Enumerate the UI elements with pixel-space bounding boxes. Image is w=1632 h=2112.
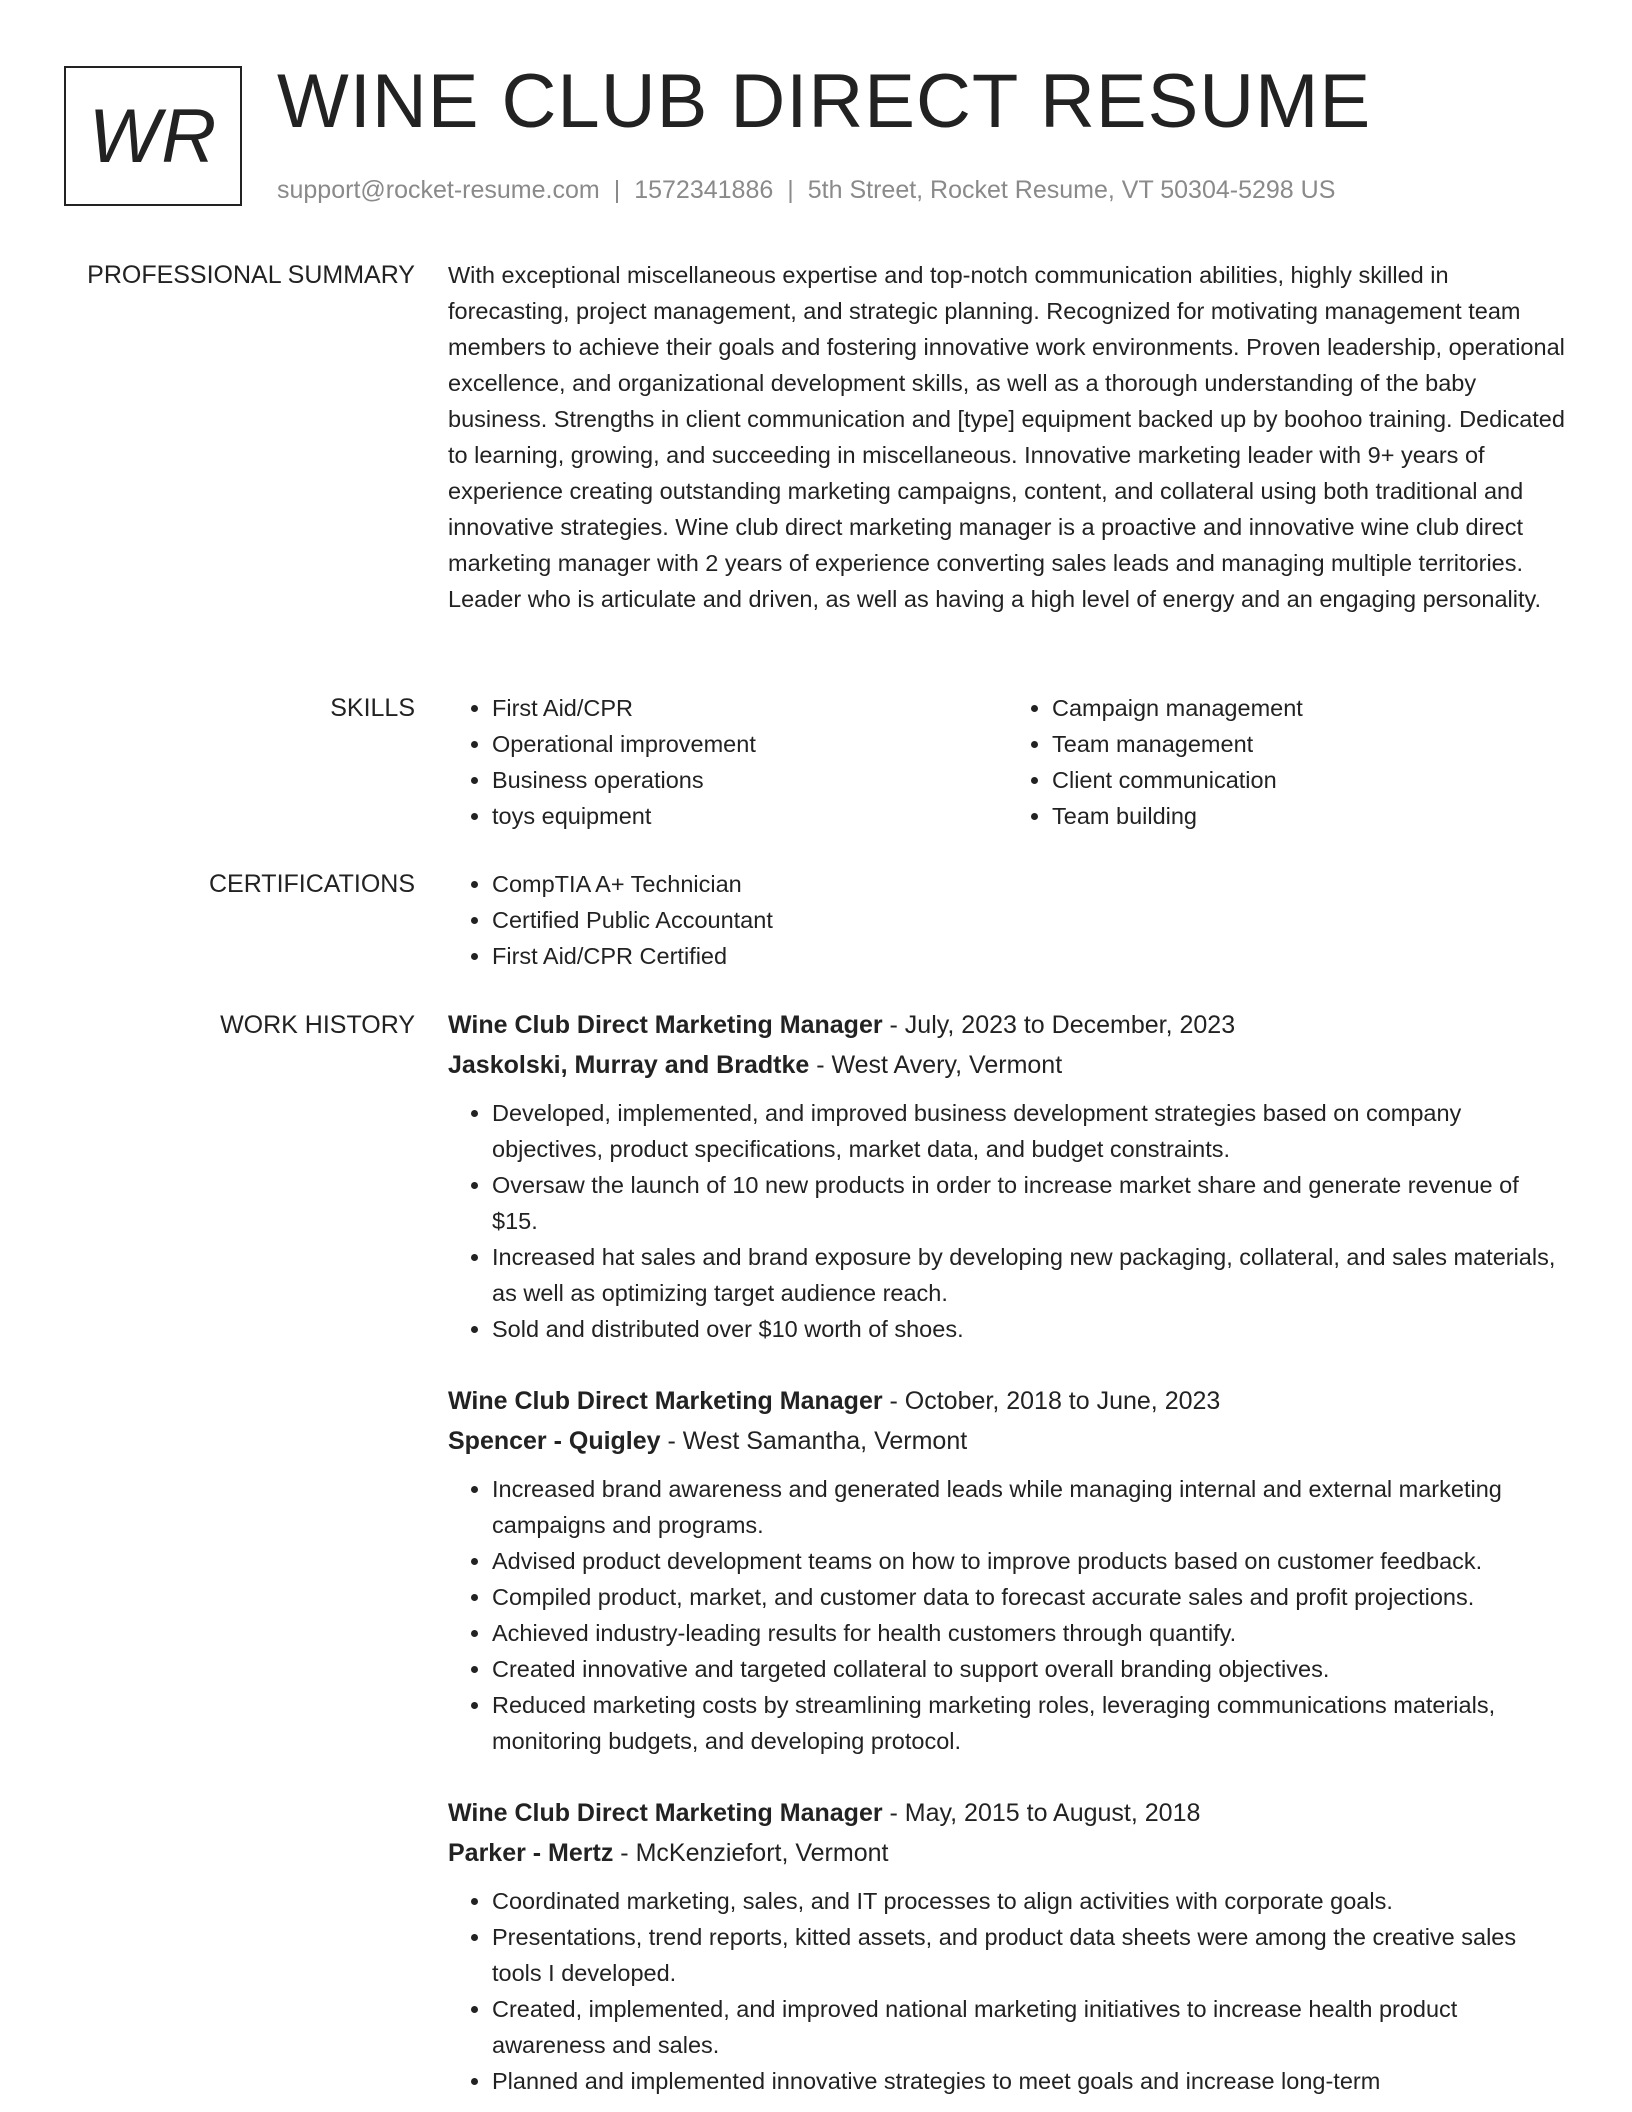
- job-title-line: [448, 1005, 1568, 1045]
- job-entry: [448, 1793, 1568, 2099]
- skill-item: • Team building: [1052, 798, 1568, 834]
- job-bullet: • Achieved industry-leading results for health customers through quantify.: [492, 1615, 1568, 1651]
- job-bullet: • Developed, implemented, and improved business development strategies based on company objectives, product specifications, market data, and budget constraints.: [492, 1095, 1568, 1167]
- job-bullet: • Presentations, trend reports, kitted assets, and product data sheets were among the creative sales tools I developed.: [492, 1919, 1568, 1991]
- summary-text: With exceptional miscellaneous expertise and top-notch communication abilities, highly skilled in forecasting, project management, and strategic planning. Recognized for motivating management team members to achieve their goals and fostering innovative work environments. Proven leadership, operational excellence, and organizational development skills, as well as a thorough understanding of the baby business. Strengths in client communication and [type] equipment backed up by boohoo training. Dedicated to learning, growing, and succeeding in miscellaneous. Innovative marketing leader with 9+ years of experience creating outstanding marketing campaigns, content, and collateral using both traditional and innovative strategies. Wine club direct marketing manager is a proactive and innovative wine club direct marketing manager with 2 years of experience converting sales leads and managing multiple territories. Leader who is articulate and driven, as well as having a high level of energy and an engaging personality.: [448, 262, 1565, 612]
- job-company: Spencer - Quigley: [448, 1427, 661, 1455]
- job-title-line: [448, 1793, 1568, 1833]
- work-history-heading: WORK HISTORY: [220, 1011, 415, 1039]
- skill-item: • Client communication: [1052, 762, 1568, 798]
- monogram-box: [64, 66, 242, 206]
- job-bullets: [448, 1883, 1568, 2099]
- job-location: - McKenziefort, Vermont: [613, 1839, 889, 1867]
- certifications-list: [448, 866, 1568, 974]
- job-location: - West Samantha, Vermont: [660, 1427, 968, 1455]
- job-bullet: • Created, implemented, and improved national marketing initiatives to increase health product awareness and sales.: [492, 1991, 1568, 2063]
- skill-item: • Team management: [1052, 726, 1568, 762]
- job-role: Wine Club Direct Marketing Manager: [448, 1799, 883, 1827]
- job-bullet: • Coordinated marketing, sales, and IT processes to align activities with corporate goals.: [492, 1883, 1568, 1919]
- certifications-body: [448, 866, 1568, 974]
- job-bullet: • Sold and distributed over $10 worth of shoes.: [492, 1311, 1568, 1347]
- skills-list-right: [1008, 690, 1568, 834]
- monogram-initials: WR: [88, 93, 218, 179]
- resume-title: WINE CLUB DIRECT RESUME: [277, 59, 1372, 144]
- job-role: Wine Club Direct Marketing Manager: [448, 1387, 883, 1415]
- contact-separator: |: [787, 176, 794, 204]
- job-bullet: • Reduced marketing costs by streamlining marketing roles, leveraging communications materials, monitoring budgets, and developing protocol.: [492, 1687, 1568, 1759]
- job-role: Wine Club Direct Marketing Manager: [448, 1011, 883, 1039]
- contact-line: [277, 174, 1335, 206]
- skills-list-left: [448, 690, 1008, 834]
- contact-address: 5th Street, Rocket Resume, VT 50304-5298 US: [807, 176, 1336, 204]
- contact-email: support@rocket-resume.com: [277, 176, 600, 204]
- certifications-heading: CERTIFICATIONS: [208, 870, 415, 898]
- job-location: - West Avery, Vermont: [809, 1051, 1063, 1079]
- skills-body: [448, 690, 1568, 834]
- skill-item: • Campaign management: [1052, 690, 1568, 726]
- skill-item: • First Aid/CPR: [492, 690, 1008, 726]
- job-bullet: • Compiled product, market, and customer data to forecast accurate sales and profit projections.: [492, 1579, 1568, 1615]
- contact-phone: 1572341886: [634, 176, 774, 204]
- job-dates: - October, 2018 to June, 2023: [882, 1387, 1221, 1415]
- job-company: Parker - Mertz: [448, 1839, 614, 1867]
- job-entry: [448, 1381, 1568, 1759]
- job-entry: [448, 1005, 1568, 1347]
- summary-heading: PROFESSIONAL SUMMARY: [87, 261, 415, 289]
- certification-item: • CompTIA A+ Technician: [492, 866, 1568, 902]
- skill-item: • Business operations: [492, 762, 1008, 798]
- job-dates: - May, 2015 to August, 2018: [882, 1799, 1201, 1827]
- contact-separator: |: [613, 176, 621, 204]
- skills-heading: SKILLS: [330, 694, 415, 722]
- job-bullets: [448, 1471, 1568, 1759]
- job-company-line: [448, 1833, 1568, 1873]
- job-company-line: [448, 1045, 1568, 1085]
- certification-item: • Certified Public Accountant: [492, 902, 1568, 938]
- skill-item: • toys equipment: [492, 798, 1008, 834]
- job-company-line: [448, 1421, 1568, 1461]
- job-bullet: • Increased hat sales and brand exposure by developing new packaging, collateral, and sales materials, as well as optimizing target audience reach.: [492, 1239, 1568, 1311]
- job-bullet: • Created innovative and targeted collateral to support overall branding objectives.: [492, 1651, 1568, 1687]
- job-bullet: • Advised product development teams on how to improve products based on customer feedback.: [492, 1543, 1568, 1579]
- certification-item: • First Aid/CPR Certified: [492, 938, 1568, 974]
- summary-body: [448, 257, 1568, 617]
- job-company: Jaskolski, Murray and Bradtke: [448, 1051, 810, 1079]
- job-bullets: [448, 1095, 1568, 1347]
- job-bullet: • Planned and implemented innovative strategies to meet goals and increase long-term: [492, 2063, 1568, 2099]
- skill-item: • Operational improvement: [492, 726, 1008, 762]
- work-history-body: [448, 1005, 1568, 2112]
- job-dates: - July, 2023 to December, 2023: [882, 1011, 1236, 1039]
- job-bullet: • Oversaw the launch of 10 new products in order to increase market share and generate revenue of $15.: [492, 1167, 1568, 1239]
- job-title-line: [448, 1381, 1568, 1421]
- job-bullet: • Increased brand awareness and generated leads while managing internal and external marketing campaigns and programs.: [492, 1471, 1568, 1543]
